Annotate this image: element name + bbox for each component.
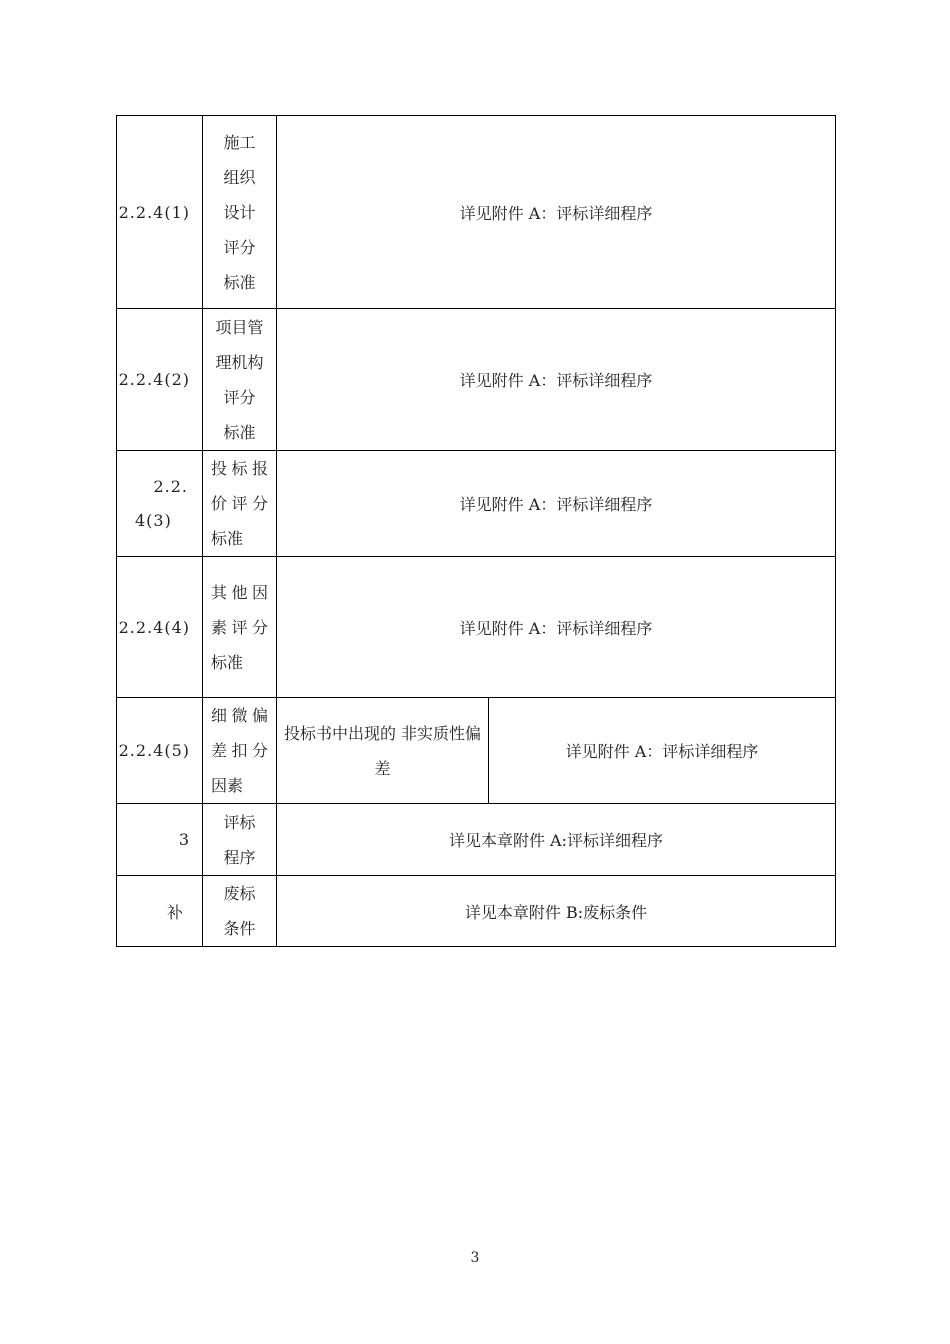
clause-name: 其他因 素评分 标准 (203, 557, 277, 698)
clause-name: 废标 条件 (203, 876, 277, 947)
clause-name: 投标报 价评分 标准 (203, 451, 277, 557)
table-row (117, 451, 836, 557)
clause-condition: 投标书中出现的 非实质性偏差 (277, 698, 489, 804)
clause-content: 详见本章附件 A:评标详细程序 (277, 804, 836, 876)
table-row (117, 698, 836, 804)
clause-number: 2.2.4(4) (117, 557, 203, 698)
clause-content: 详见附件 A：评标详细程序 (277, 309, 836, 451)
table-row (117, 116, 836, 309)
table-row (117, 557, 836, 698)
clause-name: 项目管 理机构 评分 标准 (203, 309, 277, 451)
clause-name: 细微偏 差扣分 因素 (203, 698, 277, 804)
clause-content: 详见附件 A：评标详细程序 (489, 698, 836, 804)
clause-content: 详见附件 A：评标详细程序 (277, 557, 836, 698)
table-row (117, 804, 836, 876)
table-row (117, 876, 836, 947)
clause-number: 2.2. 4(3) (117, 451, 203, 557)
clause-name: 评标 程序 (203, 804, 277, 876)
clause-name: 施工 组织 设计 评分 标准 (203, 116, 277, 309)
table-row (117, 309, 836, 451)
evaluation-criteria-table (116, 115, 836, 947)
clause-number: 3 (117, 804, 203, 876)
clause-content: 详见本章附件 B:废标条件 (277, 876, 836, 947)
clause-number: 2.2.4(1) (117, 116, 203, 309)
page-number: 3 (470, 1250, 480, 1266)
clause-content: 详见附件 A：评标详细程序 (277, 116, 836, 309)
clause-number: 2.2.4(5) (117, 698, 203, 804)
clause-number: 2.2.4(2) (117, 309, 203, 451)
clause-content: 详见附件 A：评标详细程序 (277, 451, 836, 557)
clause-number: 补 (117, 876, 203, 947)
